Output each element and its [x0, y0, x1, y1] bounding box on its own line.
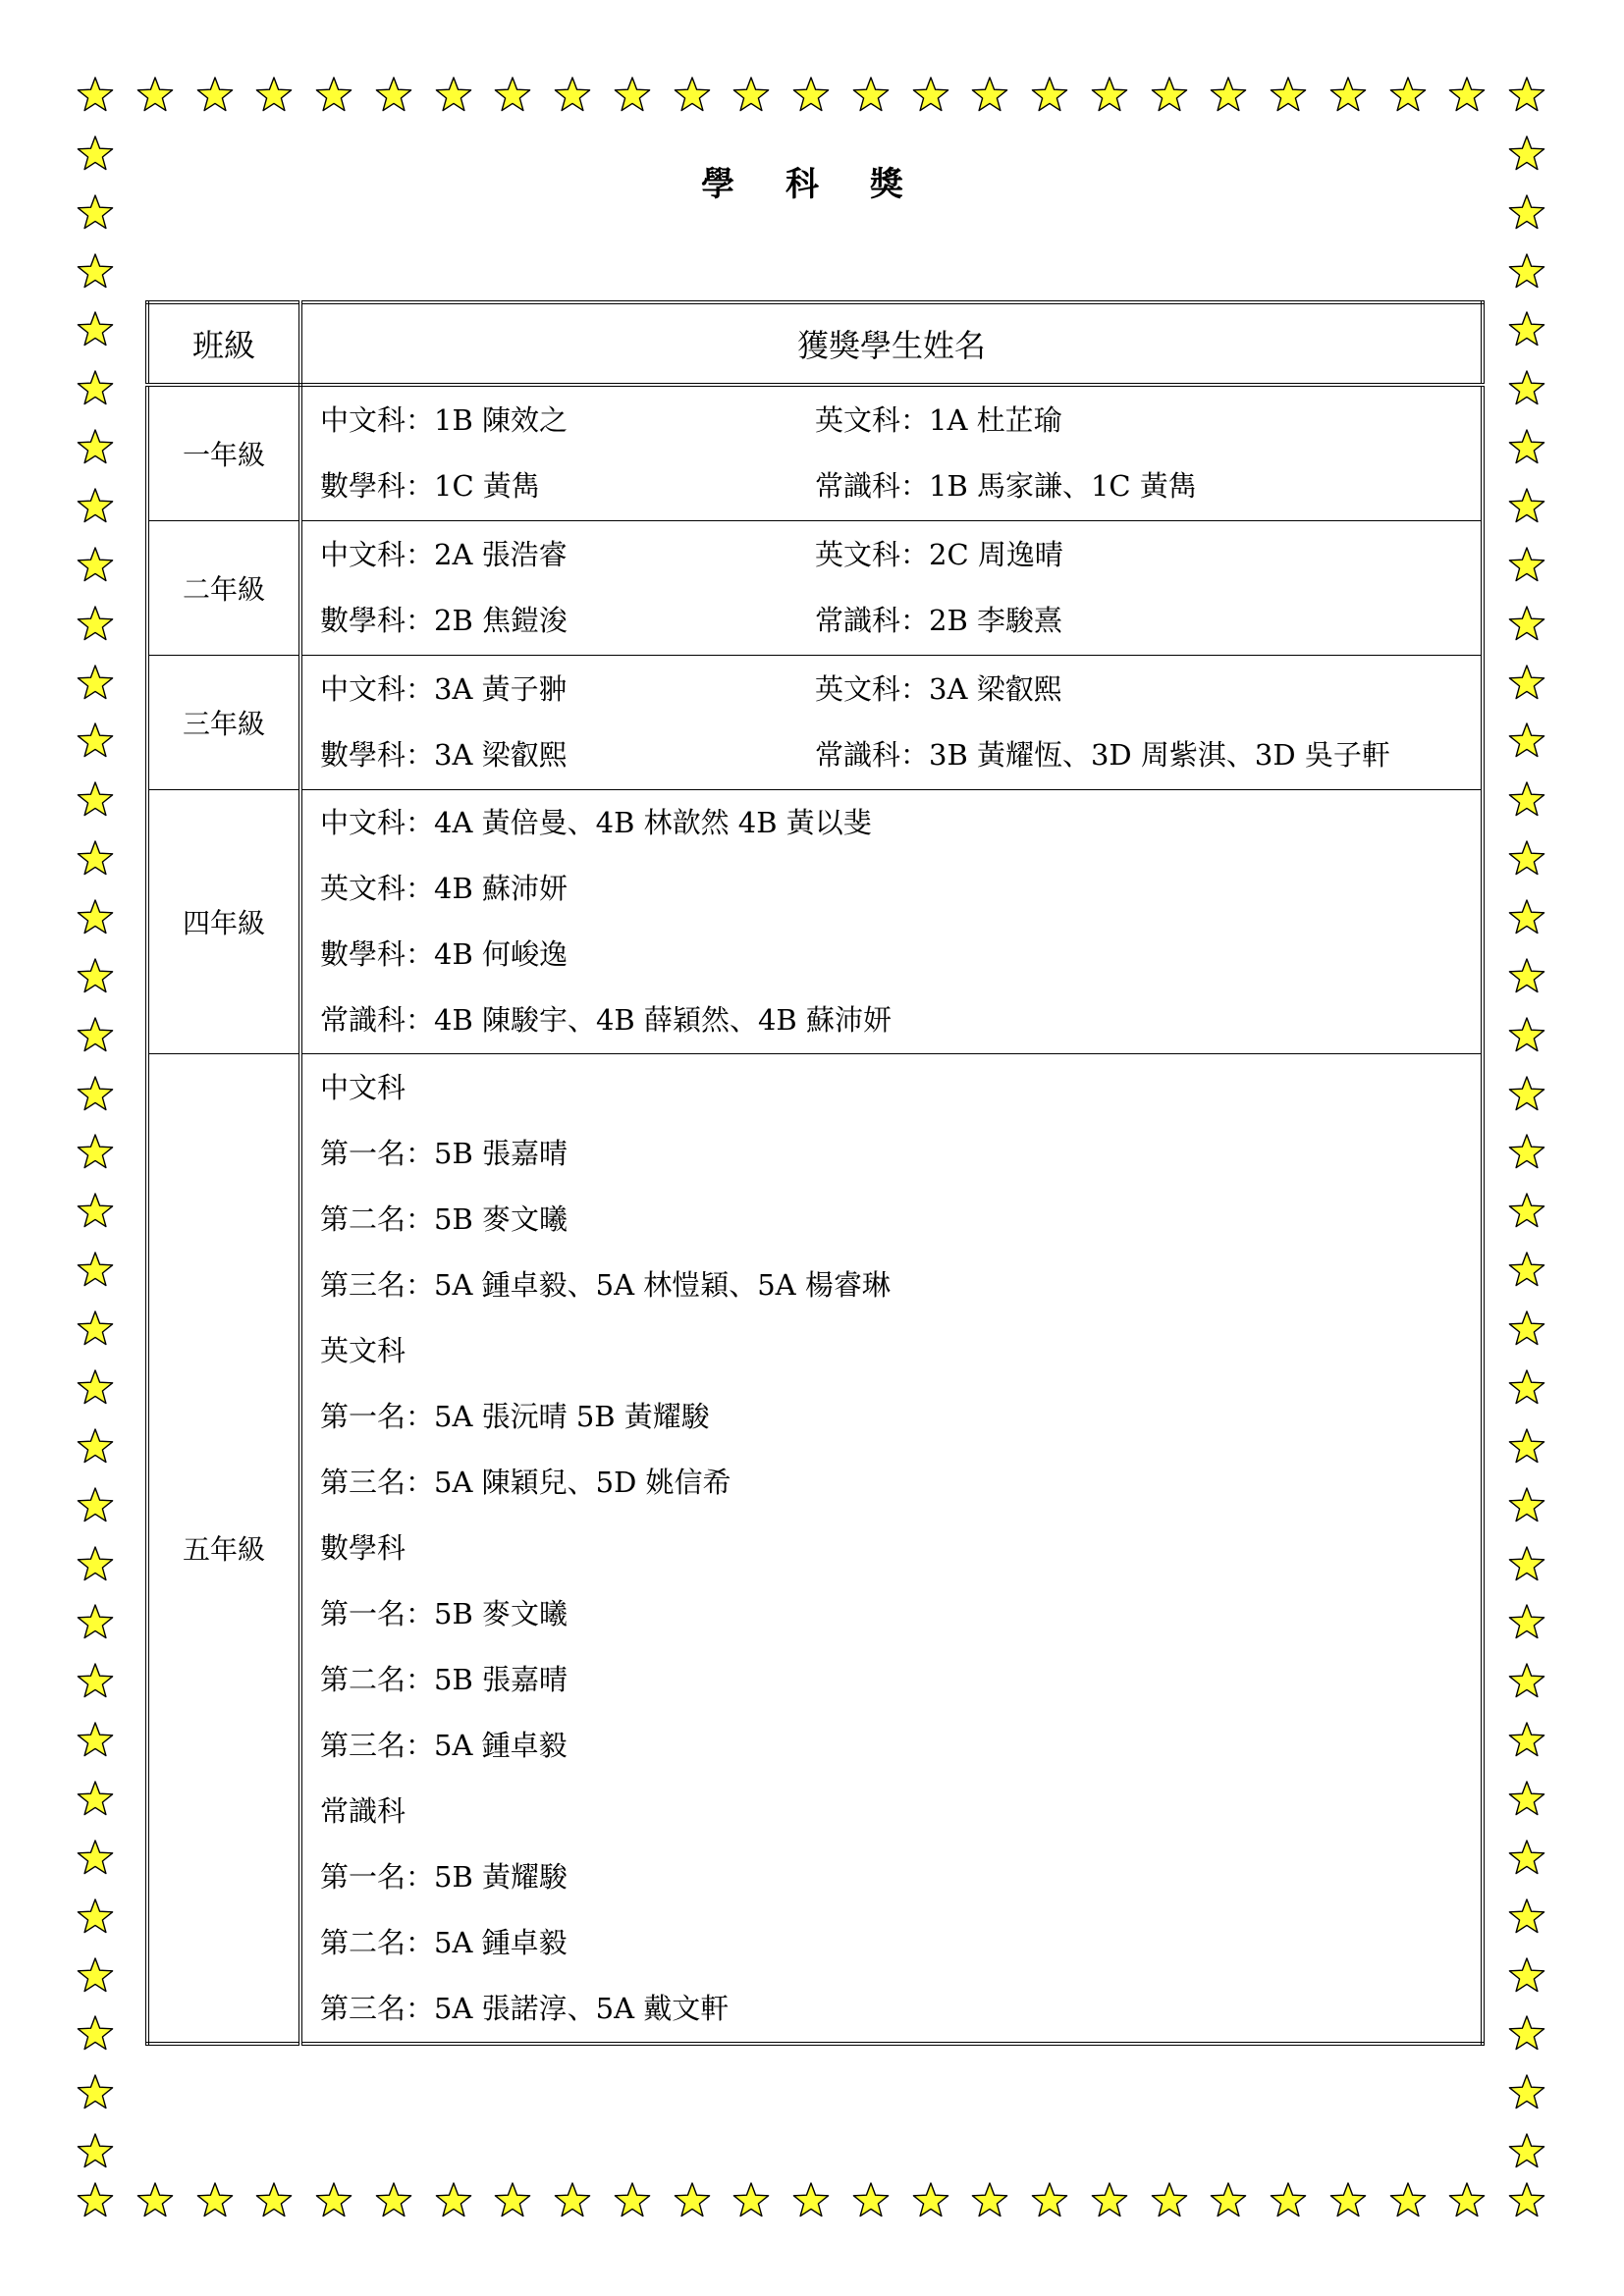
star-icon	[76, 839, 115, 879]
subject-heading: 中文科	[320, 1070, 406, 1104]
award-entry: 英文科：3A 梁叡熙	[815, 672, 1062, 706]
award-line: 第二名：5B 張嘉晴	[320, 1662, 568, 1696]
table-row	[147, 385, 1483, 521]
award-entry: 常識科：1B 馬家謙、1C 黃雋	[815, 469, 1197, 503]
star-icon	[1388, 76, 1428, 115]
star-icon	[254, 2181, 294, 2220]
grade-label: 二年級	[147, 521, 300, 656]
star-icon	[76, 1897, 115, 1937]
star-icon	[1150, 76, 1189, 115]
star-icon	[76, 76, 115, 115]
award-entry: 常識科：3B 黃耀恆、3D 周紫淇、3D 吳子軒	[815, 738, 1390, 772]
star-icon	[76, 721, 115, 761]
star-icon	[76, 487, 115, 526]
star-icon	[1507, 664, 1546, 703]
star-icon	[76, 2132, 115, 2171]
table-row	[147, 790, 1483, 1054]
star-icon	[135, 76, 175, 115]
star-icon	[254, 76, 294, 115]
star-icon	[1507, 1839, 1546, 1878]
star-icon	[1507, 76, 1546, 115]
award-entry: 英文科：2C 周逸晴	[815, 538, 1063, 571]
star-icon	[76, 1662, 115, 1701]
star-icon	[1447, 2181, 1487, 2220]
award-entry: 中文科：2A 張浩睿	[320, 538, 568, 571]
star-icon	[76, 1427, 115, 1467]
star-icon	[1507, 1780, 1546, 1819]
star-icon	[76, 1192, 115, 1231]
header-class: 班級	[147, 302, 300, 385]
subject-heading: 英文科	[320, 1333, 406, 1367]
star-icon	[1507, 1545, 1546, 1584]
star-icon	[434, 2181, 473, 2220]
star-icon	[76, 2181, 115, 2220]
star-icon	[1507, 369, 1546, 408]
award-line: 第二名：5B 麥文曦	[320, 1201, 568, 1236]
star-icon	[76, 428, 115, 467]
star-icon	[1507, 1368, 1546, 1408]
award-line	[320, 454, 1481, 519]
star-icon	[195, 2181, 235, 2220]
star-icon	[1507, 1309, 1546, 1349]
star-icon	[553, 76, 592, 115]
star-icon	[76, 1075, 115, 1114]
star-icon	[1030, 76, 1069, 115]
award-names-cell	[300, 656, 1483, 790]
star-icon	[76, 1133, 115, 1172]
star-icon	[76, 1368, 115, 1408]
star-icon	[76, 1486, 115, 1525]
award-entry: 數學科：2B 焦鎧浚	[320, 604, 568, 637]
star-icon	[1507, 1427, 1546, 1467]
star-icon	[1328, 76, 1368, 115]
star-icon	[76, 1309, 115, 1349]
star-icon	[76, 1251, 115, 1290]
star-icon	[1507, 310, 1546, 349]
star-icon	[970, 2181, 1009, 2220]
table-row	[147, 521, 1483, 656]
award-entry: 中文科：3A 黃子翀	[320, 672, 568, 706]
star-icon	[1030, 2181, 1069, 2220]
star-icon	[1507, 605, 1546, 644]
star-icon	[76, 957, 115, 996]
star-icon	[1507, 1603, 1546, 1642]
award-line: 第二名：5A 鍾卓毅	[320, 1925, 568, 1959]
award-line: 英文科：4B 蘇沛妍	[320, 872, 568, 905]
award-line: 第三名：5A 張諾淳、5A 戴文軒	[320, 1991, 730, 2025]
star-icon	[76, 546, 115, 585]
award-line: 第一名：5A 張沅晴 5B 黃耀駿	[320, 1399, 710, 1433]
star-icon	[1209, 76, 1248, 115]
grade-label: 一年級	[147, 385, 300, 521]
star-icon	[314, 2181, 353, 2220]
star-icon	[970, 76, 1009, 115]
award-entry: 數學科：3A 梁叡熙	[320, 738, 568, 772]
star-icon	[1507, 546, 1546, 585]
star-icon	[1507, 1251, 1546, 1290]
star-icon	[791, 76, 831, 115]
star-icon	[613, 2181, 652, 2220]
star-icon	[1507, 1956, 1546, 1996]
star-icon	[911, 76, 950, 115]
star-icon	[851, 76, 891, 115]
award-line: 第一名：5B 張嘉晴	[320, 1136, 568, 1170]
star-icon	[1507, 721, 1546, 761]
star-icon	[1507, 1016, 1546, 1055]
star-icon	[1507, 898, 1546, 937]
star-icon	[1269, 76, 1308, 115]
award-line: 常識科：4B 陳駿宇、4B 薛穎然、4B 蘇沛妍	[320, 1003, 892, 1037]
star-icon	[1507, 957, 1546, 996]
star-icon	[1328, 2181, 1368, 2220]
star-icon	[1507, 252, 1546, 292]
star-icon	[76, 664, 115, 703]
star-icon	[1507, 1075, 1546, 1114]
subject-heading: 數學科	[320, 1530, 406, 1565]
star-icon	[76, 252, 115, 292]
star-icon	[76, 1956, 115, 1996]
star-icon	[76, 1545, 115, 1584]
award-line	[320, 722, 1481, 788]
star-icon	[1507, 1897, 1546, 1937]
award-names-cell	[300, 521, 1483, 656]
grade-label: 三年級	[147, 656, 300, 790]
subject-heading: 常識科	[320, 1793, 406, 1828]
award-line	[320, 388, 1481, 454]
award-line: 數學科：4B 何峻逸	[320, 937, 568, 971]
star-icon	[673, 2181, 712, 2220]
award-line: 第三名：5A 鍾卓毅、5A 林愷穎、5A 楊睿琳	[320, 1267, 891, 1302]
star-icon	[1388, 2181, 1428, 2220]
star-icon	[1507, 1192, 1546, 1231]
star-icon	[434, 76, 473, 115]
star-icon	[314, 76, 353, 115]
star-icon	[1507, 2073, 1546, 2112]
award-table	[145, 300, 1485, 2046]
award-line	[320, 588, 1481, 654]
star-icon	[1507, 839, 1546, 879]
star-icon	[76, 1839, 115, 1878]
award-entry: 常識科：2B 李駿熹	[815, 604, 1062, 637]
star-icon	[1507, 2132, 1546, 2171]
page-title: 學 科 獎	[701, 165, 923, 204]
star-icon	[1507, 2181, 1546, 2220]
table-row	[147, 656, 1483, 790]
award-names-cell	[300, 1054, 1483, 2045]
star-icon	[553, 2181, 592, 2220]
award-line: 第三名：5A 鍾卓毅	[320, 1728, 568, 1762]
star-icon	[1507, 487, 1546, 526]
star-icon	[76, 310, 115, 349]
star-icon	[195, 76, 235, 115]
star-icon	[1447, 76, 1487, 115]
star-icon	[76, 1603, 115, 1642]
award-line: 第三名：5A 陳穎兒、5D 姚信希	[320, 1465, 731, 1499]
star-icon	[76, 605, 115, 644]
star-icon	[76, 2014, 115, 2054]
star-icon	[76, 1016, 115, 1055]
star-icon	[1507, 1721, 1546, 1760]
award-names-cell	[300, 790, 1483, 1054]
star-icon	[76, 1780, 115, 1819]
award-entry: 英文科：1A 杜芷瑜	[815, 403, 1062, 437]
award-line: 第一名：5B 黃耀駿	[320, 1859, 568, 1894]
star-icon	[911, 2181, 950, 2220]
star-icon	[731, 2181, 771, 2220]
star-icon	[493, 2181, 532, 2220]
award-names-cell	[300, 385, 1483, 521]
star-icon	[374, 2181, 413, 2220]
award-line: 中文科：4A 黃倍曼、4B 林歆然 4B 黃以斐	[320, 806, 872, 839]
table-header-row	[147, 302, 1483, 385]
award-line	[320, 657, 1481, 722]
grade-label: 四年級	[147, 790, 300, 1054]
star-icon	[731, 76, 771, 115]
star-icon	[76, 1721, 115, 1760]
star-icon	[1209, 2181, 1248, 2220]
star-icon	[1507, 1662, 1546, 1701]
star-icon	[374, 76, 413, 115]
star-icon	[1507, 1486, 1546, 1525]
star-icon	[1507, 2014, 1546, 2054]
star-icon	[1090, 76, 1129, 115]
table-row	[147, 1054, 1483, 2045]
award-entry: 中文科：1B 陳效之	[320, 403, 568, 437]
star-icon	[673, 76, 712, 115]
star-icon	[76, 369, 115, 408]
award-line	[320, 522, 1481, 588]
star-icon	[76, 898, 115, 937]
star-icon	[1090, 2181, 1129, 2220]
star-icon	[76, 780, 115, 820]
star-icon	[1507, 1133, 1546, 1172]
star-icon	[76, 2073, 115, 2112]
star-icon	[791, 2181, 831, 2220]
star-icon	[493, 76, 532, 115]
star-icon	[1507, 428, 1546, 467]
star-icon	[1507, 780, 1546, 820]
star-icon	[1150, 2181, 1189, 2220]
header-names: 獲獎學生姓名	[300, 302, 1483, 385]
award-entry: 數學科：1C 黃雋	[320, 469, 540, 503]
grade-label: 五年級	[147, 1054, 300, 2045]
award-line: 第一名：5B 麥文曦	[320, 1596, 568, 1630]
star-icon	[851, 2181, 891, 2220]
star-icon	[1269, 2181, 1308, 2220]
star-icon	[135, 2181, 175, 2220]
star-icon	[613, 76, 652, 115]
